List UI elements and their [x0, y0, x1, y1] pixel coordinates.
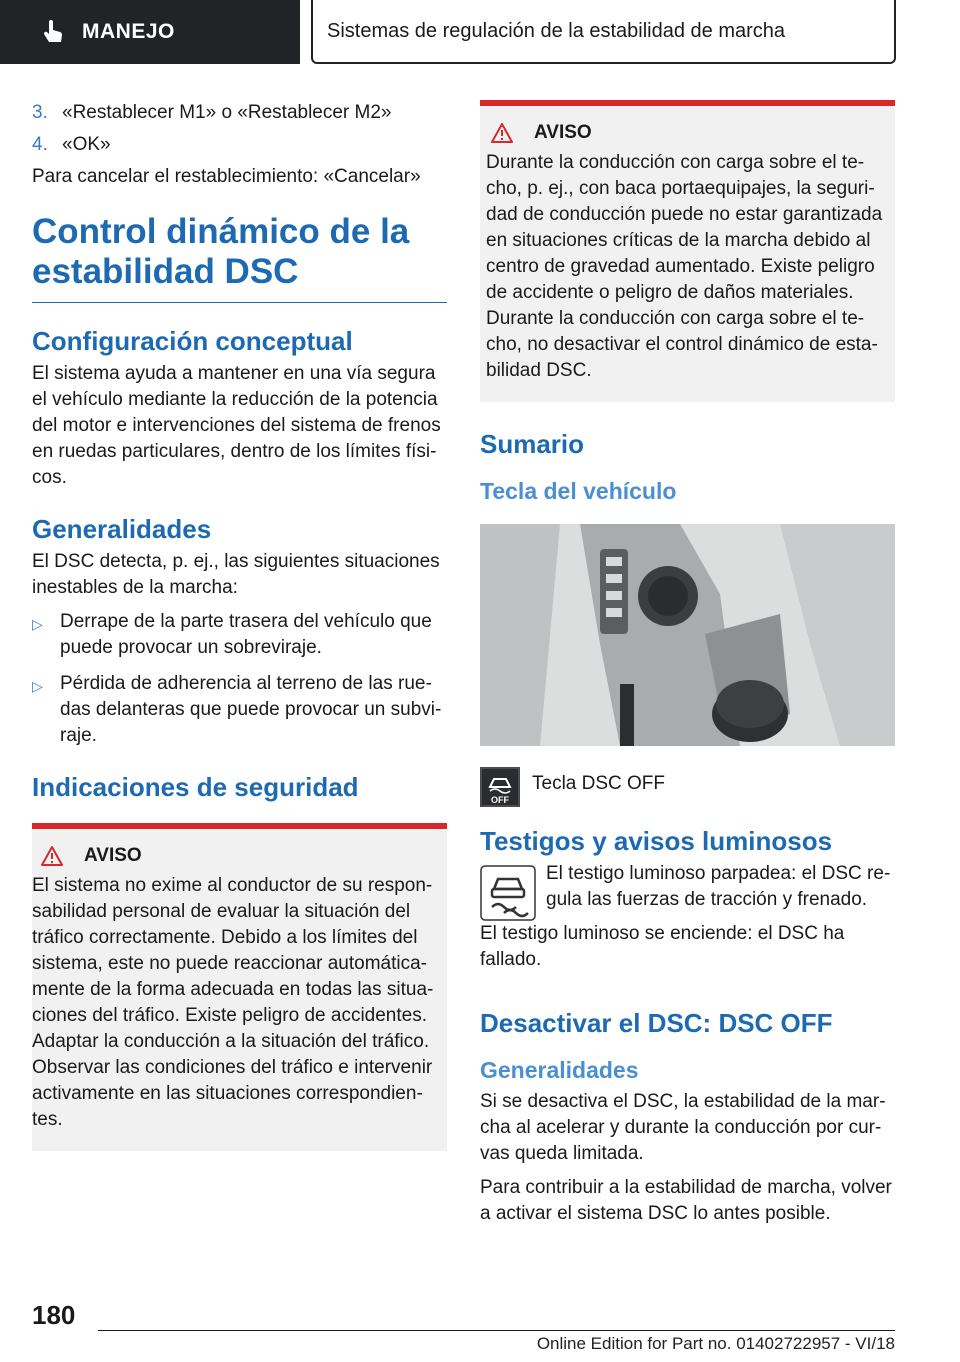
deact-text-1: Si se desactiva el DSC, la estabilidad de la mar-cha al acelerar y durante la conducción por cur-vas queda limitada. — [480, 1091, 886, 1164]
dsc-key-row — [480, 767, 895, 807]
lights-block — [480, 861, 895, 981]
lights-heading: Testigos y avisos luminosos — [480, 826, 833, 856]
step-item — [32, 100, 447, 126]
summary-heading: Sumario — [480, 429, 585, 459]
dsc-icon-text: OFF — [491, 795, 509, 805]
hand-pointer-icon — [40, 19, 66, 45]
warning-text: Durante la conducción con carga sobre el te-cho, p. ej., con baca portaequipajes, la seguri-dad de conducción puede no estar garantizada en situaciones críticas de la marcha debido al centro de gravedad aumentado. Existe peligro de accidente o peligro de daños materiales. Durante la conducción con carga sobre el te-cho, no desactivar el control dinámico de esta-bilidad DSC. — [486, 152, 883, 381]
warning-text: El sistema no exime al conductor de su respon-sabilidad personal de evaluar la situación del tráfico correctamente. Debido a los límites del sistema, este no puede reaccionar automática-mente de la forma adecuada en todas las situa-ciones del tráfico. Existe peligro de accidentes. Adaptar la conducción a la situación del tráfico. Observar las condiciones del tráfico e intervenir activamente en las situaciones correspondien-tes. — [32, 875, 434, 1130]
warning-label: AVISO — [534, 122, 592, 143]
deact-text-2: Para contribuir a la estabilidad de marcha, volver a activar el sistema DSC lo antes posible. — [480, 1177, 892, 1224]
warning-label: AVISO — [84, 845, 142, 866]
step-number: 3. — [32, 102, 48, 123]
warning-box — [480, 100, 895, 402]
button-heading: Tecla del vehículo — [480, 478, 677, 504]
skid-warning-icon — [480, 865, 536, 921]
bullet-text: Derrape de la parte trasera del vehículo que puede provocar un sobreviraje. — [60, 611, 432, 658]
warning-header — [486, 122, 889, 144]
warning-box — [32, 823, 447, 1151]
footer-divider — [98, 1330, 895, 1331]
section-tab-label: MANEJO — [82, 20, 175, 43]
step-text: «Restablecer M1» o «Restablecer M2» — [62, 102, 392, 123]
deact-general-heading: Generalidades — [480, 1057, 639, 1083]
warning-triangle-icon — [40, 845, 64, 867]
lights-text-1: El testigo luminoso parpadea: el DSC re-gula las fuerzas de tracción y frenado. — [546, 863, 891, 910]
warning-triangle-icon — [490, 122, 514, 144]
bullet-triangle-icon: ▷ — [32, 616, 43, 632]
bullet-item — [32, 671, 447, 749]
bullet-item — [32, 609, 447, 661]
dsc-key-label: Tecla DSC OFF — [532, 773, 666, 794]
right-column — [480, 100, 895, 1235]
bullet-triangle-icon: ▷ — [32, 678, 43, 694]
dsc-off-icon — [480, 767, 520, 807]
lights-text-2: El testigo luminoso se enciende: el DSC ha fallado. — [480, 923, 845, 970]
concept-text: El sistema ayuda a mantener en una vía segura el vehículo mediante la reducción de la potencia del motor e intervenciones del sistema de frenos en ruedas particulares, dentro de los límites físi-cos. — [32, 363, 441, 488]
page-number: 180 — [32, 1300, 76, 1330]
center-console-image — [480, 524, 895, 746]
edition-text: Online Edition for Part no. 01402722957 - VI/18 — [536, 1334, 895, 1353]
cancel-text: Para cancelar el restablecimiento: «Cancelar» — [32, 166, 421, 187]
warning-header — [32, 845, 447, 867]
deactivate-heading: Desactivar el DSC: DSC OFF — [480, 1008, 833, 1038]
step-text: «OK» — [62, 134, 111, 155]
step-item — [32, 132, 447, 158]
left-column — [32, 100, 447, 1151]
bullet-text: Pérdida de adherencia al terreno de las rue-das delanteras que puede provocar un subvi-raje. — [60, 673, 442, 746]
general-text: El DSC detecta, p. ej., las siguientes situaciones inestables de la marcha: — [32, 551, 440, 598]
general-heading: Generalidades — [32, 514, 212, 544]
concept-heading: Configuración conceptual — [32, 326, 353, 356]
step-number: 4. — [32, 134, 48, 155]
safety-heading: Indicaciones de seguridad — [32, 772, 359, 802]
main-heading: Control dinámico de la estabilidad DSC — [32, 212, 447, 303]
section-tab[interactable] — [0, 0, 300, 64]
page-title: Sistemas de regulación de la estabilidad de marcha — [311, 0, 896, 64]
